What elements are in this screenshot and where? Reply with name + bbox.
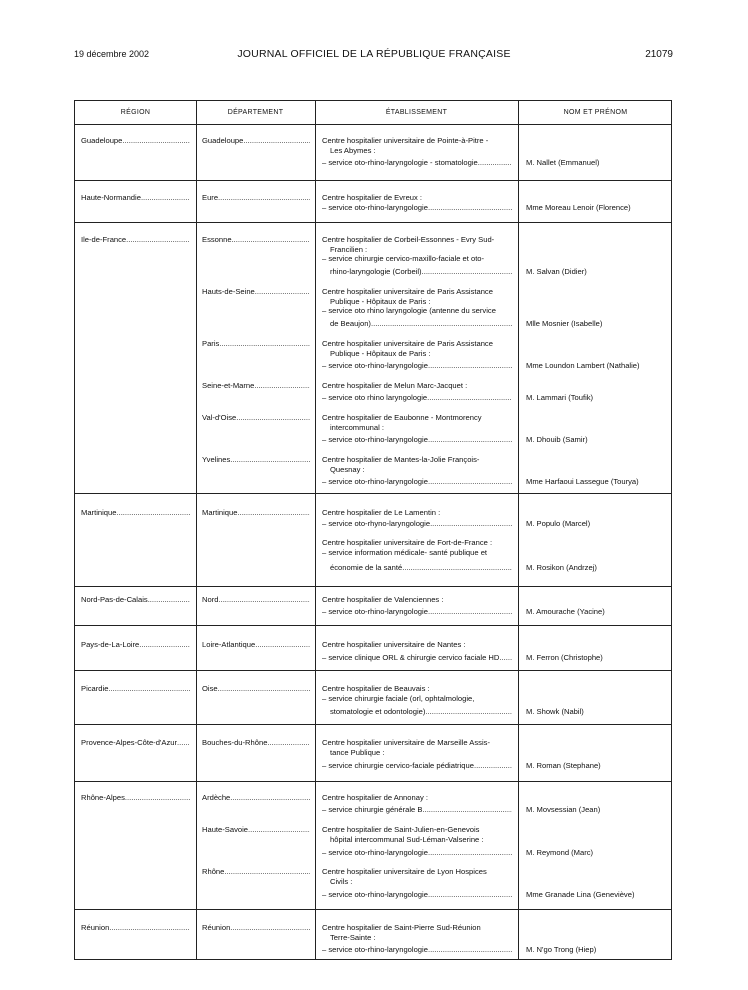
- service-line: – service oto-rhino-laryngologie: [322, 361, 428, 370]
- hospital-line: Publique - Hôpitaux de Paris :: [330, 348, 431, 358]
- dot-leader: [428, 848, 512, 858]
- departement-cell-text: Rhône: [202, 867, 225, 876]
- departement-cell-text: Loire-Atlantique: [202, 640, 256, 649]
- dot-leader: [428, 435, 512, 445]
- departement-cell-text: Hauts-de-Seine: [202, 287, 255, 296]
- region-cell: [81, 235, 190, 245]
- service-line: – service chirurgie cervico-faciale pédiatrique: [322, 761, 474, 770]
- region-cell: [81, 640, 190, 650]
- dot-leader: [219, 339, 310, 349]
- person-name: Mme Granade Lina (Geneviève): [526, 890, 635, 899]
- hospital-line: Centre hospitalier universitaire de Fort-de-France :: [322, 538, 493, 547]
- column-header-nom: NOM ET PRÉNOM: [563, 109, 628, 116]
- dot-leader: [108, 684, 190, 694]
- region-cell-text: Réunion: [81, 923, 110, 932]
- departement-cell-text: Haute-Savoie: [202, 825, 249, 834]
- dot-leader: [255, 287, 310, 297]
- departement-cell: [202, 825, 310, 835]
- dot-leader: [248, 825, 310, 835]
- dot-leader: [428, 890, 512, 900]
- dot-leader: [116, 508, 190, 518]
- person-name: M. Roman (Stephane): [526, 761, 601, 770]
- column-header-etablissement: ÉTABLISSEMENT: [385, 109, 448, 116]
- dot-leader: [236, 413, 310, 423]
- column-divider: [315, 101, 316, 959]
- dot-leader: [371, 319, 512, 329]
- service-line: – service oto-rhino-laryngologie: [322, 848, 428, 857]
- dot-leader: [425, 707, 512, 717]
- dot-leader: [428, 945, 512, 955]
- dot-leader: [141, 193, 190, 203]
- page-number: 21079: [645, 49, 673, 60]
- departement-cell-text: Martinique: [202, 508, 238, 517]
- dot-leader: [427, 393, 512, 403]
- etablissement-cell: [322, 684, 512, 717]
- departement-cell: [202, 793, 310, 803]
- row-separator: [75, 124, 671, 125]
- hospital-line: Centre hospitalier universitaire de Pointe-à-Pitre -: [322, 136, 489, 145]
- person-name: Mme Harfaoui Lassegue (Tourya): [526, 477, 639, 486]
- service-line: – service oto rhino laryngologie: [322, 393, 428, 402]
- hospital-line: Les Abymes :: [330, 145, 376, 155]
- dot-leader: [422, 267, 512, 277]
- etablissement-cell: [322, 413, 512, 445]
- hospital-line: Civils :: [330, 876, 353, 886]
- hospital-line: rhino-laryngologie (Corbeil): [330, 267, 422, 276]
- departement-cell: [202, 413, 310, 423]
- row-separator: [75, 222, 671, 223]
- departement-cell: [202, 193, 310, 203]
- region-cell-text: Pays-de-La-Loire: [81, 640, 140, 649]
- row-separator: [75, 586, 671, 587]
- departement-cell: [202, 738, 310, 748]
- dot-leader: [402, 563, 512, 573]
- departement-cell-text: Paris: [202, 339, 220, 348]
- etablissement-cell: [322, 793, 512, 815]
- dot-leader: [478, 158, 512, 168]
- etablissement-cell: [322, 193, 512, 213]
- dot-leader: [218, 595, 310, 605]
- dot-leader: [126, 235, 190, 245]
- service-line: – service chirurgie cervico-maxillo-faciale et oto-: [322, 254, 485, 263]
- dot-leader: [428, 203, 512, 213]
- hospital-line: Centre hospitalier de Mantes-la-Jolie François-: [322, 455, 480, 464]
- departement-cell-text: Essonne: [202, 235, 232, 244]
- hospital-line: Centre hospitalier de Eaubonne - Montmorency: [322, 413, 482, 422]
- etablissement-cell: [322, 235, 512, 277]
- dot-leader: [430, 519, 512, 529]
- dot-leader: [428, 607, 512, 617]
- hospital-line: Centre hospitalier de Evreux :: [322, 193, 423, 202]
- dot-leader: [230, 923, 310, 933]
- column-header-region: RÉGION: [120, 109, 151, 116]
- region-cell: [81, 595, 190, 605]
- dot-leader: [267, 738, 310, 748]
- departement-cell-text: Bouches-du-Rhône: [202, 738, 268, 747]
- region-cell-text: Provence-Alpes-Côte-d'Azur: [81, 738, 177, 747]
- dot-leader: [139, 640, 190, 650]
- region-cell: [81, 193, 190, 203]
- row-separator: [75, 909, 671, 910]
- etablissement-cell: [322, 923, 512, 955]
- row-separator: [75, 781, 671, 782]
- service-line: – service oto-rhyno-laryngologie: [322, 519, 431, 528]
- etablissement-cell: [322, 595, 512, 617]
- service-line: – service chirurgie faciale (orl, ophtalmologie,: [322, 693, 475, 703]
- departement-cell: [202, 455, 310, 465]
- hospital-line: Centre hospitalier universitaire de Marseille Assis-: [322, 738, 490, 747]
- row-separator: [75, 493, 671, 494]
- departement-cell-text: Réunion: [202, 923, 231, 932]
- dot-leader: [230, 793, 310, 803]
- region-cell-text: Rhône-Alpes: [81, 793, 125, 802]
- column-divider: [518, 101, 519, 959]
- departement-cell: [202, 595, 310, 605]
- hospital-line: Centre hospitalier de Annonay :: [322, 793, 428, 802]
- column-header-departement: DÉPARTEMENT: [227, 109, 284, 116]
- region-cell-text: Haute-Normandie: [81, 193, 141, 202]
- etablissement-cell: [322, 455, 512, 487]
- departement-cell: [202, 381, 310, 391]
- dot-leader: [255, 640, 310, 650]
- dot-leader: [254, 381, 310, 391]
- hospital-line: Centre hospitalier universitaire de Paris Assistance: [322, 339, 493, 348]
- dot-leader: [224, 867, 310, 877]
- person-name: M. Dhouib (Samir): [526, 435, 588, 444]
- person-name: M. Ferron (Christophe): [526, 653, 603, 662]
- departement-cell-text: Yvelines: [202, 455, 231, 464]
- hospital-line: Centre hospitalier universitaire de Paris Assistance: [322, 287, 493, 296]
- service-line: – service oto-rhino-laryngologie: [322, 477, 428, 486]
- etablissement-cell: [322, 508, 512, 529]
- person-name: M. Lammari (Toufik): [526, 393, 594, 402]
- dot-leader: [218, 193, 310, 203]
- dot-leader: [474, 761, 512, 771]
- dot-leader: [230, 455, 310, 465]
- dot-leader: [125, 793, 190, 803]
- hospital-line: Centre hospitalier universitaire de Lyon Hospices: [322, 867, 487, 876]
- etablissement-cell: [322, 136, 512, 168]
- dot-leader: [177, 738, 190, 748]
- departement-cell: [202, 235, 310, 245]
- etablissement-cell: [322, 825, 512, 858]
- departement-cell-text: Eure: [202, 193, 219, 202]
- region-cell: [81, 923, 190, 933]
- header-title: JOURNAL OFFICIEL DE LA RÉPUBLIQUE FRANÇAISE: [237, 48, 511, 60]
- service-line: – service clinique ORL & chirurgie cervico faciale HD: [322, 653, 500, 662]
- region-cell: [81, 738, 190, 748]
- hospital-line: Centre hospitalier de Le Lamentin :: [322, 508, 441, 517]
- hospital-line: Centre hospitalier de Corbeil-Essonnes - Evry Sud-: [322, 235, 495, 244]
- etablissement-cell: [322, 339, 512, 371]
- person-name: M. Salvan (Didier): [526, 267, 587, 276]
- person-name: M. Nallet (Emmanuel): [526, 158, 600, 167]
- departement-cell: [202, 339, 310, 349]
- departement-cell-text: Guadeloupe: [202, 136, 244, 145]
- departement-cell-text: Val-d'Oise: [202, 413, 237, 422]
- service-line: – service oto-rhino-laryngologie: [322, 945, 428, 954]
- dot-leader: [428, 361, 512, 371]
- dot-leader: [422, 805, 512, 815]
- departement-cell: [202, 923, 310, 933]
- service-line: – service oto rhino laryngologie (antenne du service: [322, 306, 496, 315]
- person-name: M. Amourache (Yacine): [526, 607, 605, 616]
- service-line: – service oto-rhino-laryngologie: [322, 435, 428, 444]
- person-name: Mme Moreau Lenoir (Florence): [526, 203, 631, 212]
- region-cell-text: Picardie: [81, 684, 109, 693]
- etablissement-cell: [322, 287, 512, 329]
- region-cell-text: Guadeloupe: [81, 136, 123, 145]
- departement-cell: [202, 136, 310, 146]
- departement-cell: [202, 684, 310, 694]
- hospital-line: économie de la santé: [330, 563, 403, 572]
- service-line: – service oto-rhino-laryngologie: [322, 203, 428, 212]
- departement-cell: [202, 640, 310, 650]
- hospital-line: Terre-Sainte :: [330, 932, 376, 942]
- row-separator: [75, 670, 671, 671]
- hospital-line: Centre hospitalier de Valenciennes :: [322, 595, 444, 604]
- hospital-line: tance Publique :: [330, 747, 385, 757]
- header-date: 19 décembre 2002: [74, 49, 150, 59]
- person-name: Mme Loundon Lambert (Nathalie): [526, 361, 640, 370]
- hospital-line: Centre hospitalier de Saint-Pierre Sud-Réunion: [322, 923, 481, 932]
- region-cell: [81, 684, 190, 694]
- person-name: Mlle Mosnier (Isabelle): [526, 319, 603, 328]
- region-cell: [81, 136, 190, 146]
- departement-cell-text: Ardèche: [202, 793, 231, 802]
- person-name: M. Movsessian (Jean): [526, 805, 601, 814]
- person-name: M. Populo (Marcel): [526, 519, 591, 528]
- person-name: M. N'go Trong (Hiep): [526, 945, 597, 954]
- service-line: – service information médicale- santé publique et: [322, 547, 488, 557]
- service-line: – service oto-rhino-laryngologie - stomatologie: [322, 158, 478, 167]
- departement-cell-text: Oise: [202, 684, 218, 693]
- service-line: – service oto-rhino-laryngologie: [322, 607, 428, 616]
- dot-leader: [122, 136, 190, 146]
- dot-leader: [109, 923, 190, 933]
- person-name: M. Showk (Nabil): [526, 707, 584, 716]
- hospital-line: hôpital intercommunal Sud-Léman-Valserine :: [330, 834, 484, 844]
- dot-leader: [237, 508, 310, 518]
- hospital-line: Centre hospitalier de Beauvais :: [322, 684, 430, 693]
- hospital-line: Publique - Hôpitaux de Paris :: [330, 296, 431, 306]
- dot-leader: [218, 684, 310, 694]
- row-separator: [75, 724, 671, 725]
- hospital-line: Quesnay :: [330, 464, 365, 474]
- departement-cell: [202, 508, 310, 518]
- departement-cell-text: Nord: [202, 595, 219, 604]
- region-cell: [81, 508, 190, 518]
- region-cell-text: Martinique: [81, 508, 117, 517]
- hospital-line: intercommunal :: [330, 422, 385, 432]
- hospital-line: de Beaujon): [330, 319, 371, 328]
- dot-leader: [428, 477, 512, 487]
- column-divider: [196, 101, 197, 959]
- departement-cell: [202, 867, 310, 877]
- row-separator: [75, 625, 671, 626]
- service-line: – service oto-rhino-laryngologie: [322, 890, 428, 899]
- dot-leader: [243, 136, 310, 146]
- etablissement-cell: [322, 738, 512, 771]
- hospital-line: Centre hospitalier de Saint-Julien-en-Genevois: [322, 825, 480, 834]
- dot-leader: [148, 595, 190, 605]
- appointments-table: [74, 100, 672, 960]
- region-cell: [81, 793, 190, 803]
- hospital-line: Centre hospitalier universitaire de Nantes :: [322, 640, 466, 649]
- region-cell-text: Nord-Pas-de-Calais: [81, 595, 148, 604]
- person-name: M. Rosikon (Andrzej): [526, 563, 597, 572]
- person-name: M. Reymond (Marc): [526, 848, 594, 857]
- region-cell-text: Ile-de-France: [81, 235, 127, 244]
- hospital-line: stomatologie et odontologie): [330, 707, 426, 716]
- etablissement-cell: [322, 867, 512, 900]
- etablissement-cell: [322, 538, 512, 573]
- dot-leader: [499, 653, 512, 663]
- dot-leader: [232, 235, 310, 245]
- etablissement-cell: [322, 381, 512, 403]
- departement-cell: [202, 287, 310, 297]
- departement-cell-text: Seine-et-Marne: [202, 381, 255, 390]
- row-separator: [75, 180, 671, 181]
- service-line: – service chirurgie générale B: [322, 805, 423, 814]
- hospital-line: Centre hospitalier de Melun Marc-Jacquet :: [322, 381, 468, 390]
- etablissement-cell: [322, 640, 512, 663]
- hospital-line: Francilien :: [330, 244, 368, 254]
